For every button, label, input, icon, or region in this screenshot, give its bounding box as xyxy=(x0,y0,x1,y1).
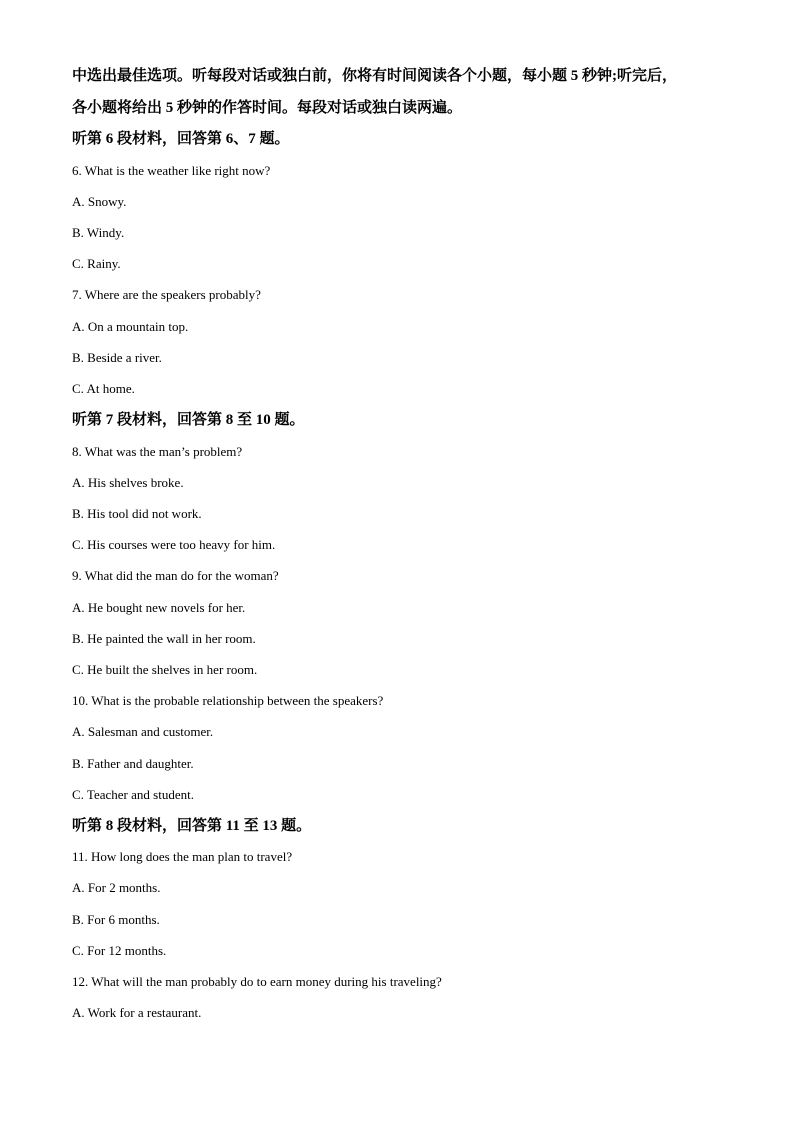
section-heading: 听第 6 段材料，回答第 6、7 题。 xyxy=(72,131,290,147)
answer-option: A. Work for a restaurant. xyxy=(72,1005,202,1020)
section-heading: 听第 7 段材料，回答第 8 至 10 题。 xyxy=(72,412,305,428)
question-stem: 6. What is the weather like right now? xyxy=(72,163,271,178)
answer-option: C. His courses were too heavy for him. xyxy=(72,537,276,552)
answer-option: C. He built the shelves in her room. xyxy=(72,662,258,677)
question-stem: 7. Where are the speakers probably? xyxy=(72,287,261,302)
answer-option: B. For 6 months. xyxy=(72,912,160,927)
answer-option: A. His shelves broke. xyxy=(72,475,184,490)
question-stem: 8. What was the man’s problem? xyxy=(72,444,243,459)
answer-option: A. Salesman and customer. xyxy=(72,724,214,739)
answer-option: A. Snowy. xyxy=(72,194,127,209)
answer-option: B. Beside a river. xyxy=(72,350,162,365)
question-stem: 11. How long does the man plan to travel? xyxy=(72,849,293,864)
question-stem: 10. What is the probable relationship between the speakers? xyxy=(72,693,384,708)
answer-option: C. Rainy. xyxy=(72,256,121,271)
answer-option: B. His tool did not work. xyxy=(72,506,202,521)
answer-option: B. Windy. xyxy=(72,225,125,240)
answer-option: A. On a mountain top. xyxy=(72,319,189,334)
question-stem: 9. What did the man do for the woman? xyxy=(72,568,279,583)
answer-option: A. He bought new novels for her. xyxy=(72,600,246,615)
answer-option: B. He painted the wall in her room. xyxy=(72,631,256,646)
answer-option: C. Teacher and student. xyxy=(72,787,194,802)
answer-option: C. At home. xyxy=(72,381,135,396)
answer-option: C. For 12 months. xyxy=(72,943,167,958)
intro-line-2: 各小题将给出 5 秒钟的作答时间。每段对话或独白读两遍。 xyxy=(72,100,463,116)
section-heading: 听第 8 段材料，回答第 11 至 13 题。 xyxy=(72,818,312,834)
answer-option: B. Father and daughter. xyxy=(72,756,194,771)
intro-line-1: 中选出最佳选项。听每段对话或独白前，你将有时间阅读各个小题，每小题 5 秒钟;听完后， xyxy=(72,68,677,84)
answer-option: A. For 2 months. xyxy=(72,880,161,895)
question-stem: 12. What will the man probably do to earn money during his traveling? xyxy=(72,974,442,989)
